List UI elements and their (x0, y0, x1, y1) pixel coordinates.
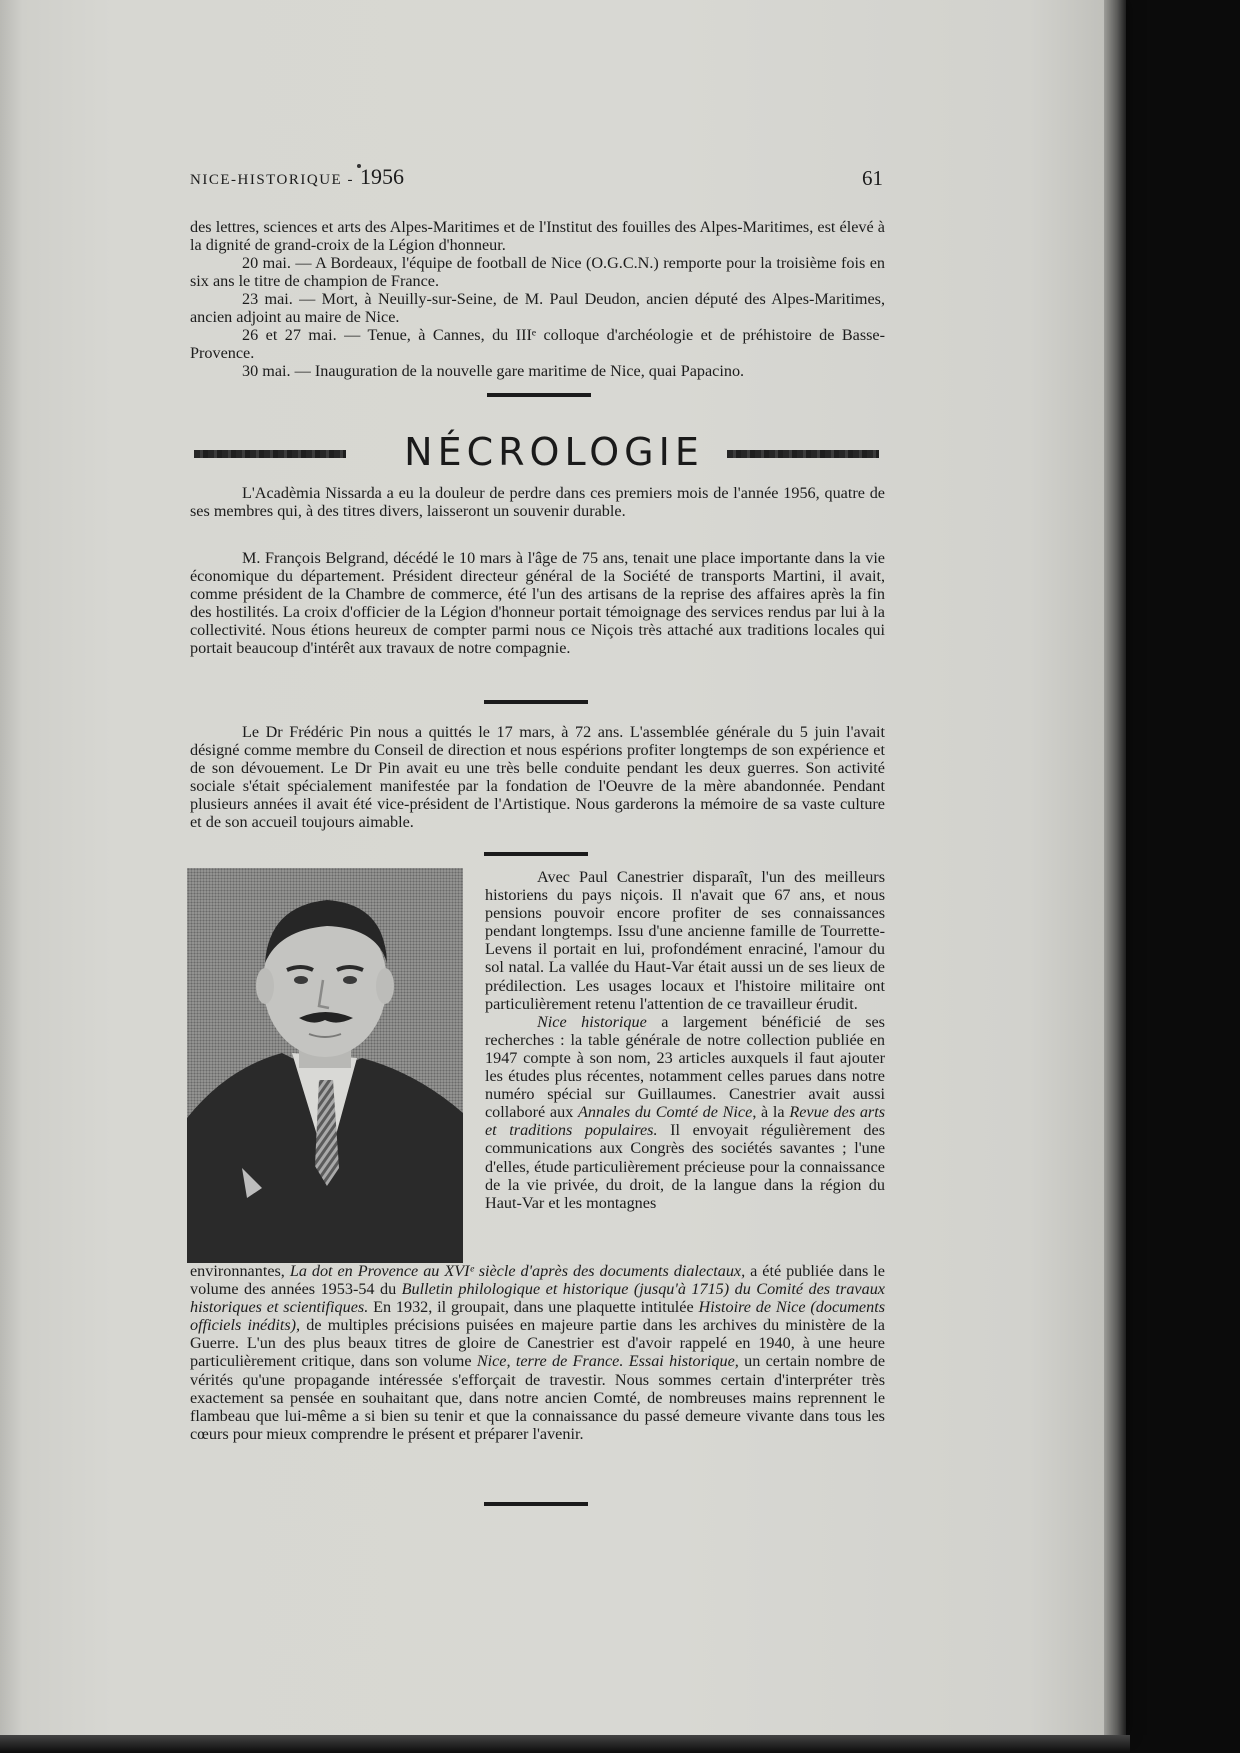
italic-title: La dot en Provence au XVIᵉ siècle d'après des documents dialectaux, (289, 1262, 746, 1280)
chronicle-entry: 26 et 27 mai. — Tenue, à Cannes, du IIIᵉ colloque d'archéologie et de préhistoire de Basse-Provence. (190, 326, 885, 362)
text-run: a été publiée dans le volume des années 1953-54 du (190, 1262, 885, 1299)
italic-title: Nice, terre de France. Essai historique, (476, 1352, 739, 1371)
obituary-canestrier-continued (190, 1262, 885, 1443)
section-heading (190, 430, 920, 474)
section-title: NÉCROLOGIE (404, 430, 704, 474)
chronicle-entry: 30 mai. — Inauguration de la nouvelle gare maritime de Nice, quai Papacino. (242, 362, 745, 380)
chronicle-entry: des lettres, sciences et arts des Alpes-Maritimes et de l'Institut des fouilles des Alpes-Maritimes, est élevé à la dignité de grand-croix de la Légion d'honneur. (190, 218, 885, 254)
italic-title: Revue des arts et traditions populaires. (485, 1103, 886, 1140)
heading-bar-right (727, 450, 879, 458)
portrait-photo (187, 868, 463, 1263)
canestrier-paragraph-1: Avec Paul Canestrier disparaît, l'un des meilleurs historiens du pays niçois. Il n'avait que 67 ans, et nous pensions pouvoir encore profiter de ses connaissances pendant longtemps. Issu d'une ancienne famille de Tourrette-Levens il portait en lui, profondément enraciné, l'amour du sol natal. La vallée du Haut-Var était aussi un de ses lieux de prédilection. Les usages locaux et l'histoire militaire ont particulièrement retenu l'attention de ce travailleur érudit. (485, 868, 885, 1013)
chronicle-entry: 23 mai. — Mort, à Neuilly-sur-Seine, de M. Paul Deudon, ancien député des Alpes-Maritimes, ancien adjoint au maire de Nice. (190, 290, 885, 326)
italic-title: Annales du Comté de Nice (577, 1103, 753, 1122)
text-run: de multiples précisions puisées en majeure partie dans les archives du ministère de la Guerre. L'un des plus beaux titres de gloire de Canestrier est d'avoir rappelé en 1940, à une heure particulièrement critique, dans son volume (190, 1316, 885, 1371)
text-run: un certain nombre de vérités qu'une propagande intéressée s'efforçait de travestir. Nous sommes certain d'interpréter très exactement sa pensée en souhaitant que, dans notre ancien Comté, de nombreuses mains reprennent le flambeau que lui-même a si bien su tenir et que la connaissance du passé demeure vivante dans tous les cœurs pour mieux comprendre le présent et préparer l'avenir. (190, 1352, 886, 1443)
chronicle-entry: 20 mai. — A Bordeaux, l'équipe de football de Nice (O.G.C.N.) remporte pour la troisième fois en six ans le titre de champion de France. (190, 254, 885, 290)
scan-shadow (0, 1735, 1130, 1753)
italic-title: Nice historique (537, 1012, 647, 1031)
section-divider (487, 393, 591, 397)
necrology-intro (190, 484, 885, 520)
portrait-illustration (187, 868, 463, 1263)
chronicle-block (190, 218, 885, 380)
italic-title: Histoire de Nice (documents officiels inédits), (190, 1298, 885, 1335)
obituary-divider (484, 700, 588, 704)
pin-paragraph: Le Dr Frédéric Pin nous a quittés le 17 mars, à 72 ans. L'assemblée générale du 5 juin l'avait désigné comme membre du Conseil de direction et nous espérions profiter longtemps de son expérience et de son dévouement. Le Dr Pin avait eu une très belle conduite pendant les deux guerres. Son activité sociale s'était spécialement manifestée par la fondation de l'Oeuvre de la mère abandonnée. Pendant plusieurs années il avait été vice-président de l'Artistique. Nous garderons la mémoire de sa vaste culture et de son accueil toujours aimable. (190, 723, 885, 831)
text-run: environnantes, (190, 1262, 290, 1280)
running-head (190, 164, 890, 190)
journal-name: NICE-HISTORIQUE - (190, 172, 354, 188)
text-run: Il envoyait régulièrement des communications aux Congrès des sociétés savantes ; l'une d'elles, étude particulièrement précieuse pour la connaissance de la vie privée, du droit, de la langue dans la région du Haut-Var et les montagnes (485, 1121, 885, 1212)
text-run: En 1932, il groupait, dans une plaquette intitulée (368, 1298, 699, 1317)
closing-divider (484, 1502, 588, 1506)
journal-year: 1956 (359, 164, 404, 189)
text-run: a largement bénéficié de ses recherches : la table générale de notre collection publiée en 1947 compte à son nom, 23 articles auxquels il faut ajouter les études plus récentes, notamment celles parues dans notre numéro spécial sur Guillaumes. Canestrier avait aussi collaboré aux (485, 1012, 885, 1122)
obituary-belgrand (190, 549, 885, 657)
page-number: 61 (862, 166, 883, 190)
belgrand-paragraph: M. François Belgrand, décédé le 10 mars à l'âge de 75 ans, tenait une place importante dans la vie économique du département. Président directeur général de la Société de transports Martini, il avait, comme président de la Chambre de commerce, été l'un des artisans de la reprise des affaires après la fin des hostilités. La croix d'officier de la Légion d'honneur portait témoignage des services rendus par lui à la collectivité. Nous étions heureux de compter parmi nous ce Niçois très attaché aux traditions locales qui portait beaucoup d'intérêt aux travaux de notre compagnie. (190, 549, 885, 657)
intro-paragraph: L'Acadèmia Nissarda a eu la douleur de perdre dans ces premiers mois de l'année 1956, quatre de ses membres qui, à des titres divers, laisseront un souvenir durable. (190, 484, 885, 520)
obituary-pin (190, 723, 885, 831)
heading-bar-left (194, 450, 346, 458)
canestrier-paragraph-2 (485, 1013, 885, 1212)
italic-title: Bulletin philologique et historique (jusqu'à 1715) du Comité des travaux historiques et scientifiques. (190, 1280, 885, 1317)
obituary-divider (484, 852, 588, 856)
canestrier-paragraph-3 (190, 1262, 885, 1443)
page-edge (1104, 0, 1126, 1740)
obituary-canestrier-column (485, 868, 885, 1212)
text-run: , à la (752, 1103, 790, 1122)
